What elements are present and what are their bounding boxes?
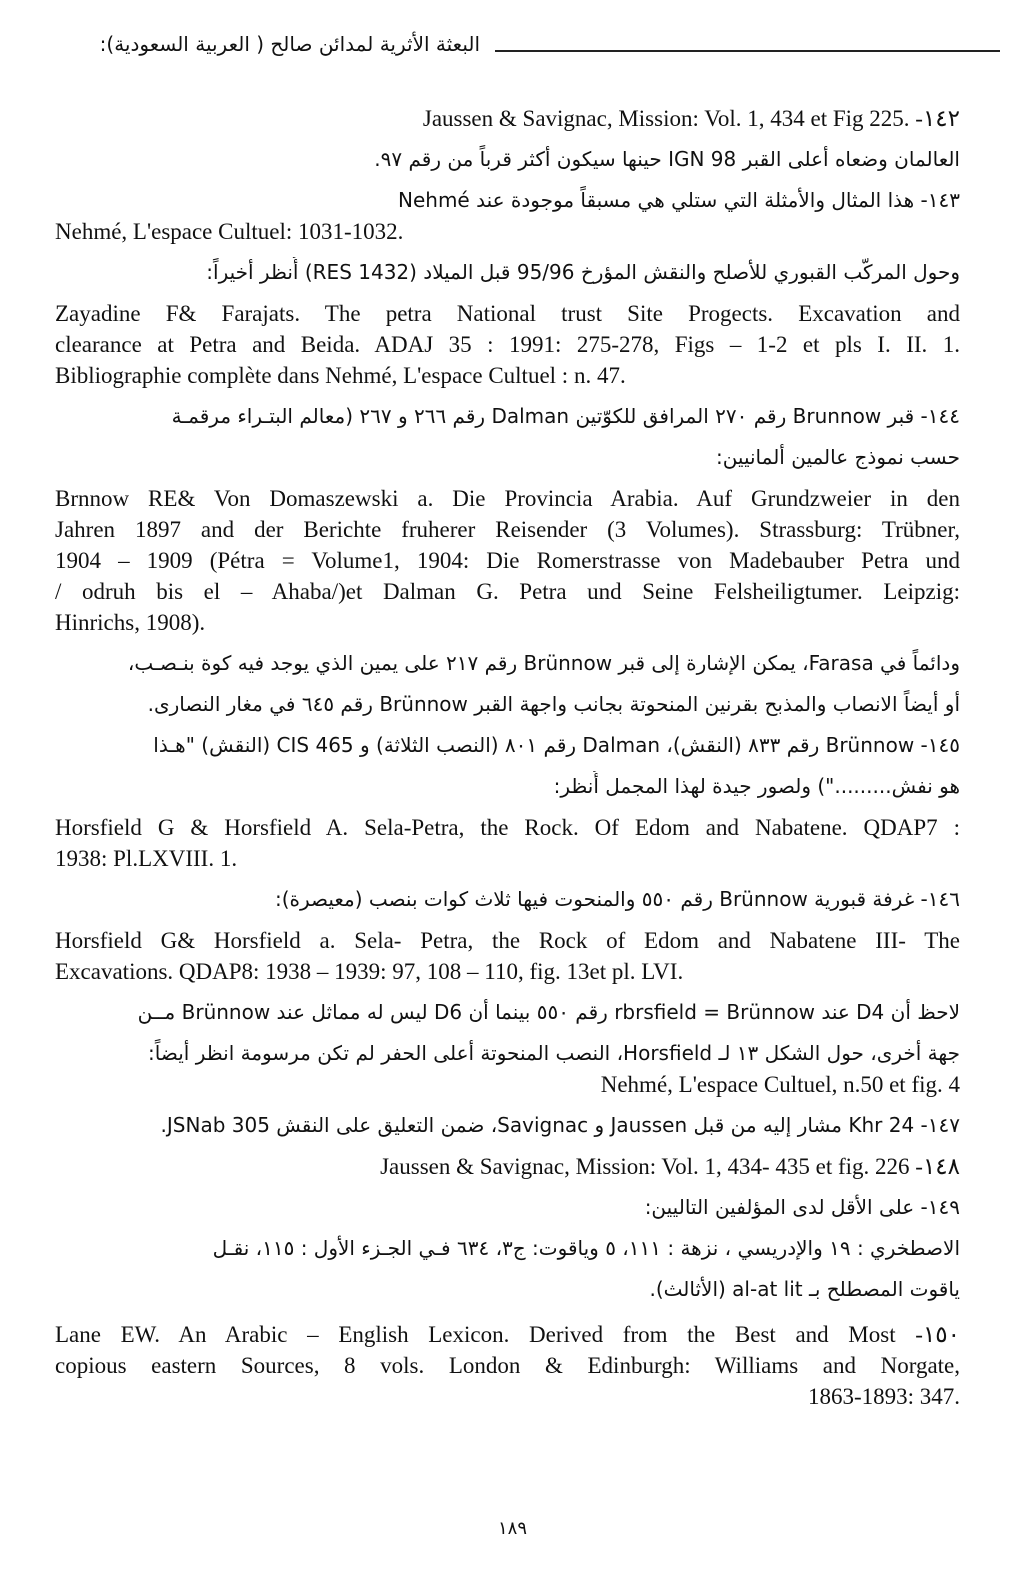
- footnote-142-line: Jaussen & Savignac, Mission: Vol. 1, 434 et Fig 225. -١٤٢: [422, 106, 960, 131]
- reference-line: Hinrichs, 1908).: [55, 610, 206, 635]
- header-rule: [495, 50, 1000, 52]
- reference-line: copious eastern Sources, 8 vols. London & Edinburgh: Williams and Norgate,: [55, 1353, 960, 1378]
- footnotes-body: [55, 103, 960, 1412]
- reference-line: 1904 – 1909 (Pétra = Volume1, 1904: Die Romerstrasse von Madebauber Petra und: [55, 548, 960, 573]
- footnote-144-line: ١٤٤- قبر Brunnow رقم ٢٧٠ المرافق للكوّتين Dalman رقم ٢٦٦ و ٢٦٧ (معالم البتـراء مرقمـة: [171, 404, 960, 428]
- reference-line: Horsfield G& Horsfield a. Sela- Petra, the Rock of Edom and Nabatene III- The: [55, 928, 960, 953]
- arabic-text-line: ودائماً في Farasa، يمكن الإشارة إلى قبر Brünnow رقم ٢١٧ على يمين الذي يوجد فيه كوة بنـصـب،: [127, 651, 960, 675]
- footnote-147-line: ١٤٧- Khr 24 مشار إليه من قبل Jaussen و Savignac، ضمن التعليق على النقش JSNab 305.: [160, 1113, 960, 1137]
- reference-line: Horsfield G & Horsfield A. Sela-Petra, the Rock. Of Edom and Nabatene. QDAP7 :: [55, 815, 960, 840]
- arabic-text-line: الاصطخري : ١٩ والإدريسي ، نزهة : ١١١، ٥ وياقوت: ج٣، ٦٣٤ فـي الجـزء الأول : ١١٥، نقـل: [212, 1236, 960, 1260]
- reference-line: clearance at Petra and Beida. ADAJ 35 : 1991: 275-278, Figs – 1-2 et pls I. II. 1.: [55, 332, 960, 357]
- reference-line: Nehmé, L'espace Cultuel: 1031-1032.: [55, 219, 404, 244]
- arabic-text-line: جهة أخرى، حول الشكل ١٣ لـ Horsfield، النصب المنحوتة أعلى الحفر لم تكن مرسومة انظر أيضاً:: [148, 1041, 960, 1065]
- running-header: [40, 32, 965, 66]
- arabic-text-line: وحول المركّب القبوري للأصلح والنقش المؤرخ 95/96 قبل الميلاد (RES 1432) أُنظر أخيراً:: [206, 260, 960, 284]
- footnote-148-line: Jaussen & Savignac, Mission: Vol. 1, 434- 435 et fig. 226 -١٤٨: [380, 1154, 960, 1179]
- arabic-text-line: هو نفش.........") ولصور جيدة لهذا المجمل أُنظر:: [553, 774, 960, 798]
- reference-line: / odruh bis el – Ahaba/)et Dalman G. Petra und Seine Felsheiligtumer. Leipzig:: [55, 579, 960, 604]
- reference-line: Brnnow RE& Von Domaszewski a. Die Provincia Arabia. Auf Grundzweier in den: [55, 486, 960, 511]
- arabic-text-line: حسب نموذج عالمين ألمانيين:: [715, 445, 960, 469]
- footnote-146-line: ١٤٦- غرفة قبورية Brünnow رقم ٥٥٠ والمنحوت فيها ثلاث كوات بنصب (معيصرة):: [274, 887, 960, 911]
- reference-line: Bibliographie complète dans Nehmé, L'espace Cultuel : n. 47.: [55, 363, 626, 388]
- reference-line: 1938: Pl.LXVIII. 1.: [55, 846, 238, 871]
- header-title: البعثة الأثرية لمدائن صالح ( العربية السعودية):: [99, 32, 480, 56]
- arabic-text-line: ياقوت المصطلح بـ al-at lit (الأثالث).: [649, 1277, 960, 1301]
- reference-line: Jahren 1897 and der Berichte fruherer Reisender (3 Volumes). Strassburg: Trübner,: [55, 517, 960, 542]
- footnote-142-arabic-line: العالمان وضعاه أعلى القبر IGN 98 حينها سيكون أكثر قرباً من رقم ٩٧.: [374, 147, 960, 171]
- arabic-text-line: أو أيضاً الانصاب والمذبح بقرنين المنحوتة بجانب واجهة القبر Brünnow رقم ٦٤٥ في مغار النصارى.: [147, 692, 960, 716]
- page-number: ١٨٩: [497, 1518, 527, 1539]
- reference-line: Zayadine F& Farajats. The petra National trust Site Progects. Excavation and: [55, 301, 960, 326]
- reference-line: Nehmé, L'espace Cultuel, n.50 et fig. 4: [600, 1072, 960, 1097]
- footnote-149-line: ١٤٩- على الأقل لدى المؤلفين التاليين:: [644, 1195, 960, 1219]
- reference-line: Excavations. QDAP8: 1938 – 1939: 97, 108 – 110, fig. 13et pl. LVI.: [55, 959, 684, 984]
- reference-line: 1863-1893: 347.: [807, 1384, 960, 1409]
- footnote-143-line: ١٤٣- هذا المثال والأمثلة التي ستلي هي مسبقاً موجودة عند Nehmé: [398, 188, 960, 212]
- footnote-150-line: Lane EW. An Arabic – English Lexicon. Derived from the Best and Most -١٥٠: [55, 1322, 960, 1347]
- arabic-text-line: لاحظ أن D4 عند rbrsfield = Brünnow رقم ٥٥٠ بينما أن D6 ليس له مماثل عند Brünnow مــن: [137, 1000, 960, 1024]
- footnote-145-line: ١٤٥- Brünnow رقم ٨٣٣ (النقش)، Dalman رقم ٨٠١ (النصب الثلاثة) و CIS 465 (النقش) "هـذا: [153, 733, 960, 757]
